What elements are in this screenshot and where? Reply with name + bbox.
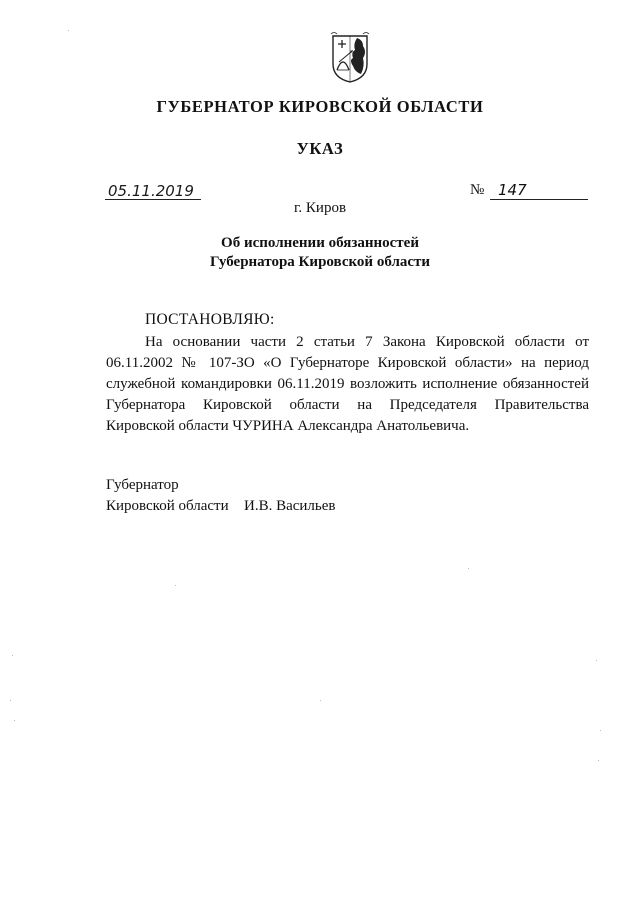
place-of-issue: г. Киров: [293, 200, 347, 216]
subject-line-2: Губернатора Кировской области: [209, 254, 431, 270]
signatory-title-line-1: Губернатор: [106, 477, 179, 493]
signatory-name: И.В. Васильев: [244, 498, 336, 514]
document-date: 05.11.2019: [108, 182, 194, 200]
decree-word: ПОСТАНОВЛЯЮ:: [145, 311, 275, 328]
number-label: №: [470, 182, 485, 198]
document-number: 147: [498, 181, 527, 199]
coat-of-arms-icon: [329, 30, 371, 84]
subject-line-1: Об исполнении обязанностей: [221, 235, 419, 251]
document-type: УКАЗ: [296, 139, 344, 158]
issuing-authority: ГУБЕРНАТОР КИРОВСКОЙ ОБЛАСТИ: [156, 97, 484, 116]
decree-paragraph: На основании части 2 статьи 7 Закона Кировской области от 06.11.2002 № 107-ЗО «О Губернаторе Кировской области» на период служебной командировки 06.11.2019 возложить исполнение обязанностей Губернатора Кировской области на Председателя Правительства Кировской области ЧУРИНА Александра Анатольевича.: [106, 334, 589, 434]
signatory-title-line-2: Кировской области: [106, 498, 229, 514]
